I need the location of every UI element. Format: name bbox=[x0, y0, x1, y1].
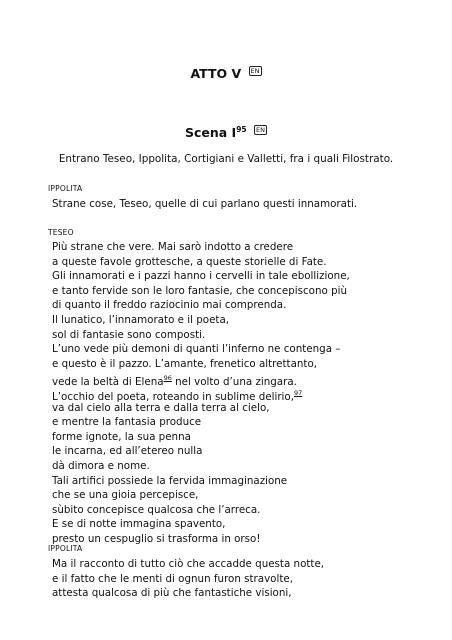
verse-line: le incarna, ed all’etereo nulla bbox=[52, 445, 203, 458]
english-link-badge[interactable]: EN bbox=[256, 126, 265, 134]
verse-line: sol di fantasie sono composti. bbox=[52, 328, 206, 341]
verse-line bbox=[52, 386, 442, 401]
speech-block bbox=[52, 197, 442, 212]
verse-line: E se di notte immagina spavento, bbox=[52, 518, 226, 531]
verse-text: vede la beltà di Elena bbox=[52, 376, 164, 389]
verse-line: a queste favole grottesche, a queste storielle di Fate. bbox=[52, 255, 327, 268]
speaker-name: IPPOLITA bbox=[48, 544, 83, 553]
speech-block bbox=[52, 557, 442, 601]
verse-line: Gli innamorati e i pazzi hanno i cervelli in tale ebollizione, bbox=[52, 270, 350, 283]
verse-text: L’occhio del poeta, roteando in sublime delirio, bbox=[52, 390, 294, 403]
verse-line: e mentre la fantasia produce bbox=[52, 416, 202, 429]
verse-line: e tanto fervide son le loro fantasie, che concepiscono più bbox=[52, 284, 347, 297]
scene-heading bbox=[0, 125, 452, 140]
verse-line: attesta qualcosa di più che fantastiche visioni, bbox=[52, 587, 292, 600]
speech-block bbox=[52, 240, 442, 546]
verse-line: Il lunatico, l’innamorato e il poeta, bbox=[52, 313, 230, 326]
scene-title: Scena I bbox=[184, 125, 237, 140]
stage-direction: Entrano Teseo, Ippolita, Cortigiani e Valletti, fra i quali Filostrato. bbox=[58, 153, 394, 165]
verse-line: Strane cose, Teseo, quelle di cui parlano questi innamorati. bbox=[52, 198, 358, 210]
footnote-ref-97[interactable]: 97 bbox=[294, 388, 303, 397]
verse-line: va dal cielo alla terra e dalla terra al cielo, bbox=[52, 401, 270, 414]
verse-line: forme ignote, la sua penna bbox=[52, 430, 191, 443]
english-link-badge[interactable]: EN bbox=[250, 67, 260, 75]
verse-line: di quanto il freddo raziocinio mai comprenda. bbox=[52, 299, 287, 312]
footnote-ref-96[interactable]: 96 bbox=[163, 374, 172, 383]
verse-line: e il fatto che le menti di ognun furon stravolte, bbox=[52, 572, 293, 585]
verse-line: sùbito concepisce qualcosa che l’arreca. bbox=[52, 503, 261, 516]
speaker-name: TESEO bbox=[48, 228, 74, 237]
act-title: ATTO V bbox=[190, 66, 242, 81]
verse-line: L’uno vede più demoni di quanti l’inferno ne contenga – bbox=[52, 343, 341, 356]
verse-line: Ma il racconto di tutto ciò che accadde questa notte, bbox=[52, 558, 325, 570]
verse-line: Tali artifici possiede la fervida immaginazione bbox=[52, 474, 288, 487]
verse-text: nel volto d’una zingara. bbox=[175, 376, 297, 389]
verse-line: e questo è il pazzo. L’amante, frenetico altrettanto, bbox=[52, 357, 318, 370]
verse-line: presto un cespuglio si trasforma in orso! bbox=[52, 532, 261, 545]
verse-line: Più strane che vere. Mai sarò indotto a credere bbox=[52, 241, 294, 253]
verse-line: dà dimora e nome. bbox=[52, 459, 150, 472]
footnote-ref-95[interactable]: 95 bbox=[236, 125, 247, 134]
verse-line: che se una gioia percepisce, bbox=[52, 489, 199, 502]
verse-line bbox=[52, 371, 442, 389]
speaker-name: IPPOLITA bbox=[48, 184, 83, 193]
act-heading bbox=[0, 66, 452, 81]
